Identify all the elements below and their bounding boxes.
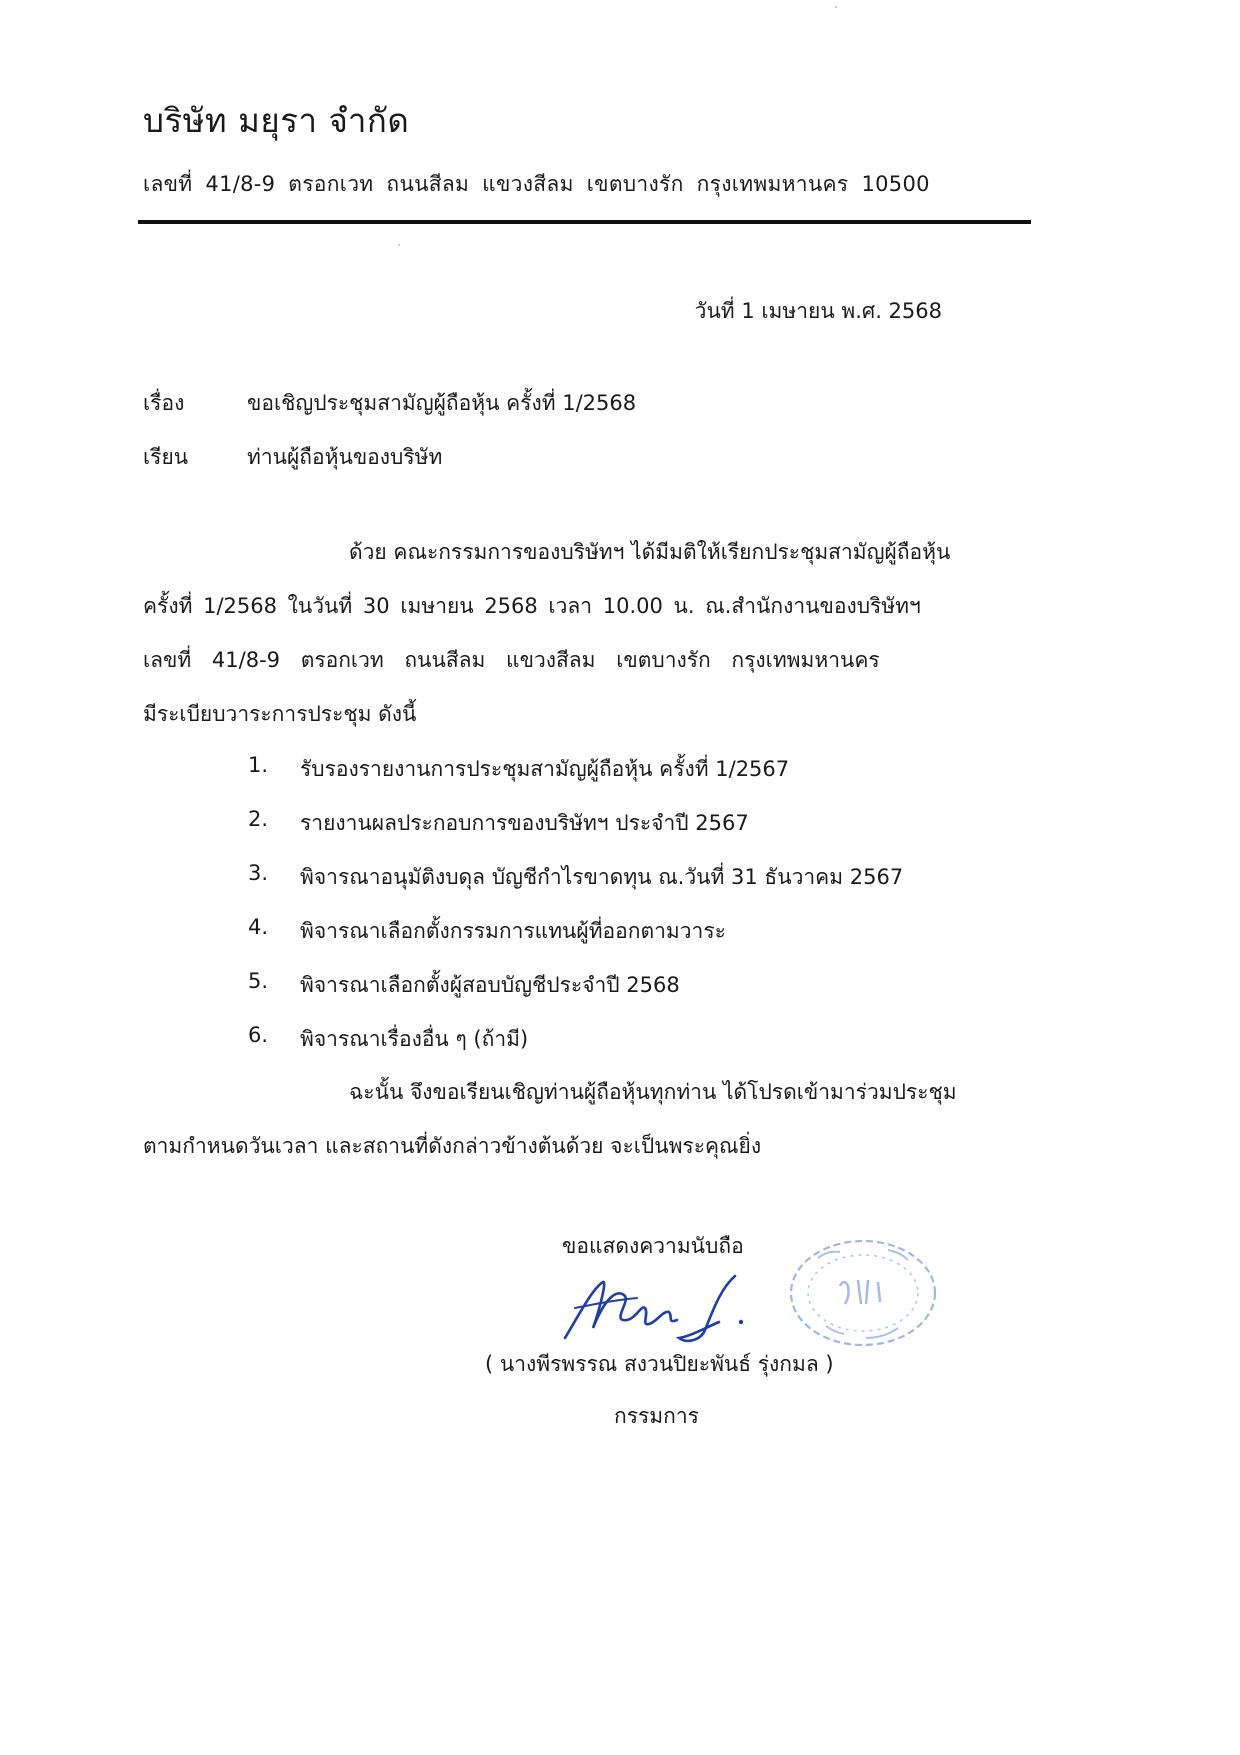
recipient-label: เรียน: [143, 445, 189, 469]
closing-line-2: ตามกำหนดวันเวลา และสถานที่ดังกล่าวข้างต้นด้วย จะเป็นพระคุณยิ่ง: [143, 1134, 762, 1158]
agenda-item-text: พิจารณาเรื่องอื่น ๆ (ถ้ามี): [300, 1027, 529, 1051]
subject-value: ขอเชิญประชุมสามัญผู้ถือหุ้น ครั้งที่ 1/2568: [247, 391, 637, 415]
body-line-2: ครั้งที่ 1/2568 ในวันที่ 30 เมษายน 2568 เวลา 10.00 น. ณ.สำนักงานของบริษัทฯ: [143, 594, 921, 618]
handwritten-signature: [545, 1268, 775, 1348]
body-line-4: มีระเบียบวาระการประชุม ดังนี้: [143, 702, 417, 726]
agenda-item-text: รายงานผลประกอบการของบริษัทฯ ประจำปี 2567: [300, 811, 749, 835]
agenda-item-text: พิจารณาเลือกตั้งผู้สอบบัญชีประจำปี 2568: [300, 973, 680, 997]
agenda-item-number: 5.: [248, 969, 269, 993]
signature-salutation: ขอแสดงความนับถือ: [562, 1234, 744, 1258]
letter-date: วันที่ 1 เมษายน พ.ศ. 2568: [694, 299, 942, 323]
recipient-value: ท่านผู้ถือหุ้นของบริษัท: [247, 445, 443, 469]
subject-label: เรื่อง: [143, 391, 185, 415]
agenda-item-number: 2.: [248, 807, 269, 831]
company-address: เลขที่ 41/8-9 ตรอกเวท ถนนสีลม แขวงสีลม เขตบางรัก กรุงเทพมหานคร 10500: [143, 172, 930, 196]
header-divider: [138, 220, 1031, 224]
agenda-item-text: พิจารณาอนุมัติงบดุล บัญชีกำไรขาดทุน ณ.วันที่ 31 ธันวาคม 2567: [300, 865, 904, 889]
scan-speck: [398, 244, 400, 246]
agenda-item-number: 3.: [248, 861, 269, 885]
signatory-title: กรรมการ: [614, 1404, 699, 1428]
agenda-item-text: พิจารณาเลือกตั้งกรรมการแทนผู้ที่ออกตามวาระ: [300, 919, 726, 943]
agenda-item-number: 6.: [248, 1023, 269, 1047]
company-seal-stamp: [778, 1228, 948, 1358]
closing-line-1: ฉะนั้น จึงขอเรียนเชิญท่านผู้ถือหุ้นทุกท่าน ได้โปรดเข้ามาร่วมประชุม: [349, 1080, 957, 1104]
agenda-item-number: 1.: [248, 753, 269, 777]
company-name: บริษัท มยุรา จำกัด: [143, 101, 410, 140]
scan-speck: [835, 6, 837, 8]
signatory-name: ( นางพีรพรรณ สงวนปิยะพันธ์ รุ่งกมล ): [485, 1352, 834, 1376]
agenda-item-text: รับรองรายงานการประชุมสามัญผู้ถือหุ้น ครั้งที่ 1/2567: [300, 757, 790, 781]
body-line-3: เลขที่ 41/8-9 ตรอกเวท ถนนสีลม แขวงสีลม เขตบางรัก กรุงเทพมหานคร: [143, 648, 880, 672]
body-line-1: ด้วย คณะกรรมการของบริษัทฯ ได้มีมติให้เรียกประชุมสามัญผู้ถือหุ้น: [349, 540, 951, 564]
agenda-item-number: 4.: [248, 915, 269, 939]
